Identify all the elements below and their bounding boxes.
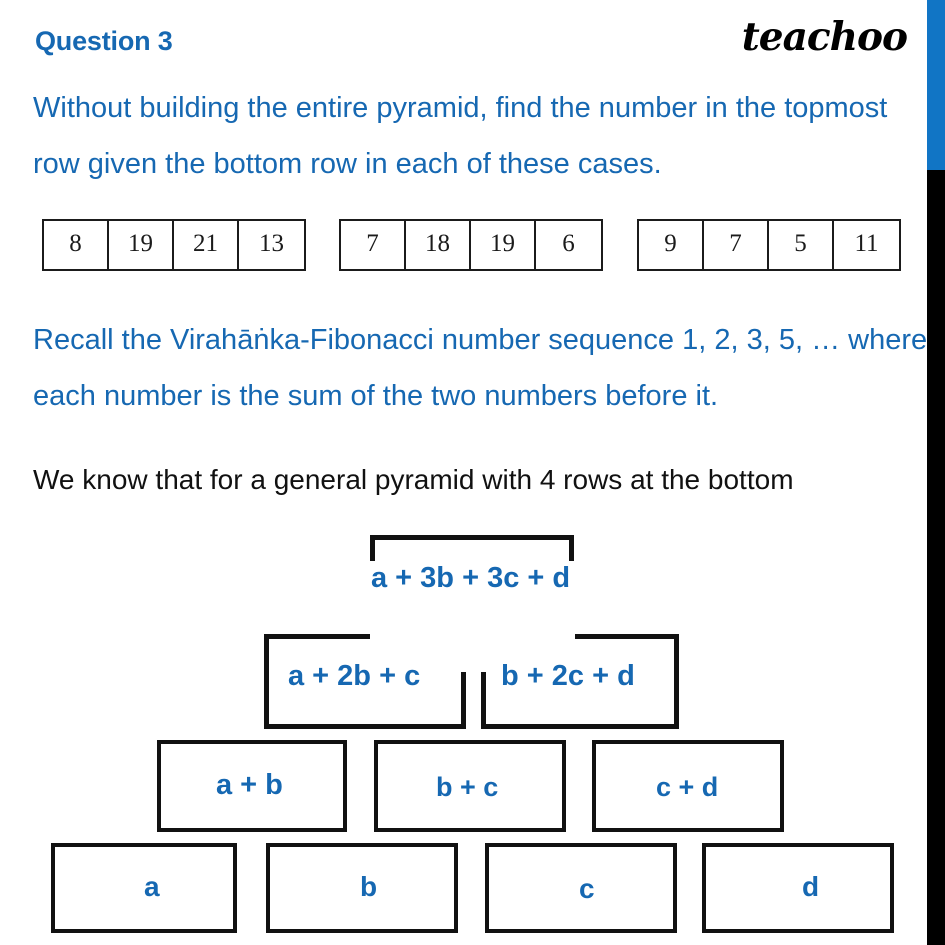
pyramid-row4-label-4: d xyxy=(802,871,820,902)
bracket-left-segment xyxy=(370,535,375,561)
pyramid-row4-box-3 xyxy=(485,843,677,933)
bracket-right-segment xyxy=(569,535,574,561)
box-top-segment xyxy=(575,634,679,639)
box-bottom-segment xyxy=(481,724,679,729)
pyramid-row4-box-1 xyxy=(51,843,237,933)
pyramid-row2-box-1 xyxy=(264,634,466,729)
pyramid-row4-box-2 xyxy=(266,843,458,933)
number-cell: 18 xyxy=(406,221,471,269)
general-pyramid-statement: We know that for a general pyramid with 4 rows at the bottom xyxy=(33,464,794,495)
box-right-segment xyxy=(674,634,679,729)
pyramid-row2-label-1: a + 2b + c xyxy=(288,660,421,692)
pyramid-row3-box-2 xyxy=(374,740,566,832)
number-cell: 19 xyxy=(109,221,174,269)
box-left-segment xyxy=(264,634,269,729)
page-title: Question 3 xyxy=(35,26,173,56)
box-right-segment xyxy=(461,672,466,729)
pyramid-row4-label-1: a xyxy=(144,871,160,902)
number-cell: 6 xyxy=(562,230,575,257)
number-strip-case-c xyxy=(637,219,901,271)
number-cell: 7 xyxy=(704,221,769,269)
pyramid-row4-box-4 xyxy=(702,843,894,933)
number-cell: 19 xyxy=(471,221,536,269)
bracket-top-segment xyxy=(370,535,574,540)
pyramid-row3-label-3: c + d xyxy=(656,772,719,802)
pyramid-row4-label-3: c xyxy=(579,873,595,904)
pyramid-row3-box-1 xyxy=(157,740,347,832)
number-strip-case-b xyxy=(339,219,603,271)
question-text-line-1: Without building the entire pyramid, find the number in the topmost xyxy=(33,92,888,124)
number-cell: 21 xyxy=(174,221,239,269)
number-cell: 8 xyxy=(44,221,109,269)
teachoo-logo: teachoo xyxy=(741,14,907,60)
pyramid-row3-label-2: b + c xyxy=(436,772,499,802)
right-edge-black-bar xyxy=(927,170,945,945)
number-cell: 9 xyxy=(639,221,704,269)
pyramid-row1-label: a + 3b + 3c + d xyxy=(371,562,571,594)
box-bottom-segment xyxy=(264,724,466,729)
recall-text-line-2: each number is the sum of the two numbers before it. xyxy=(33,380,719,412)
box-left-segment xyxy=(481,672,486,729)
pyramid-row3-label-1: a + b xyxy=(216,769,283,801)
recall-text-line-1: Recall the Virahāṅka-Fibonacci number sequence 1, 2, 3, 5, … where xyxy=(33,324,928,356)
pyramid-row4-label-2: b xyxy=(360,871,378,902)
box-top-segment xyxy=(264,634,370,639)
pyramid-row2-label-2: b + 2c + d xyxy=(501,660,635,692)
pyramid-row1-box-bracket xyxy=(370,535,574,561)
number-cell: 13 xyxy=(259,230,284,257)
question-text-line-2: row given the bottom row in each of these cases. xyxy=(33,148,662,180)
right-edge-blue-bar xyxy=(927,0,945,170)
number-cell: 7 xyxy=(341,221,406,269)
pyramid-row3-box-3 xyxy=(592,740,784,832)
number-strip-case-a xyxy=(42,219,306,271)
number-cell: 11 xyxy=(854,230,879,257)
number-cell: 5 xyxy=(769,221,834,269)
pyramid-row2-box-2 xyxy=(481,634,679,729)
